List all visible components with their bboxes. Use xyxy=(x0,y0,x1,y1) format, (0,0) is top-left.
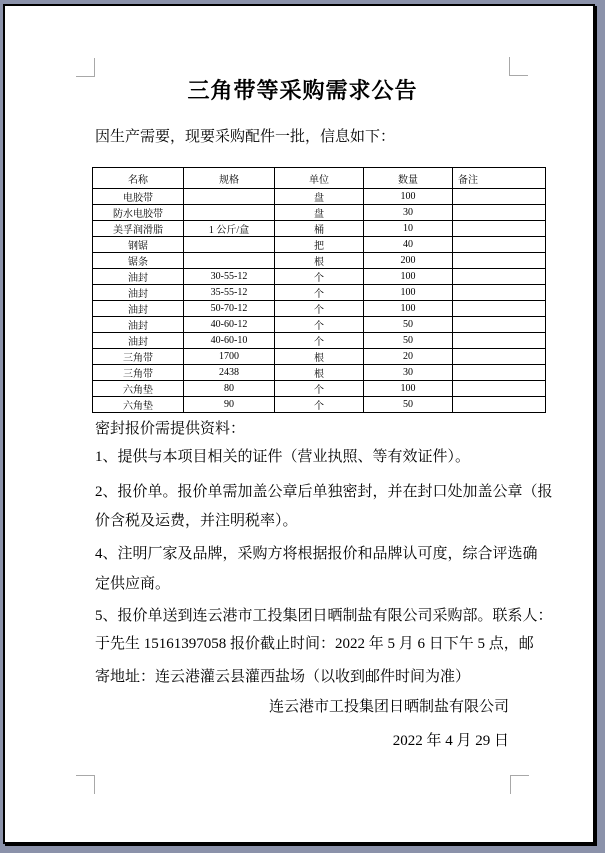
table-row xyxy=(93,253,546,269)
table-cell: 个 xyxy=(275,317,364,333)
table-row xyxy=(93,205,546,221)
note-line: 密封报价需提供资料： xyxy=(95,421,246,437)
table-header-cell: 单位 xyxy=(275,168,364,189)
intro-paragraph: 因生产需要，现要采购配件一批，信息如下： xyxy=(95,129,396,145)
note-line: 5、报价单送到连云港市工投集团日晒制盐有限公司采购部。联系人： xyxy=(95,608,553,624)
table-row xyxy=(93,381,546,397)
table-cell: 1 公斤/盒 xyxy=(184,221,275,237)
table-cell: 盘 xyxy=(275,189,364,205)
table-cell: 个 xyxy=(275,381,364,397)
table-row xyxy=(93,221,546,237)
table-cell xyxy=(453,189,546,205)
table-cell: 根 xyxy=(275,253,364,269)
table-cell: 美孚润滑脂 xyxy=(93,221,184,237)
table-cell xyxy=(453,285,546,301)
table-cell: 三角带 xyxy=(93,349,184,365)
note-line: 寄地址：连云港灌云县灌西盐场（以收到邮件时间为准） xyxy=(95,669,471,685)
table-cell xyxy=(184,253,275,269)
table-cell: 30 xyxy=(364,205,453,221)
note-line: 1、提供与本项目相关的证件（营业执照、等有效证件）。 xyxy=(95,449,471,465)
table-cell: 80 xyxy=(184,381,275,397)
table-cell: 电胶带 xyxy=(93,189,184,205)
table-cell: 防水电胶带 xyxy=(93,205,184,221)
table-cell: 钢锯 xyxy=(93,237,184,253)
table-cell: 30 xyxy=(364,365,453,381)
table-cell: 个 xyxy=(275,301,364,317)
table-cell: 100 xyxy=(364,189,453,205)
table-cell: 100 xyxy=(364,269,453,285)
table-cell: 10 xyxy=(364,221,453,237)
table-cell xyxy=(453,221,546,237)
table-row xyxy=(93,285,546,301)
table-cell: 个 xyxy=(275,333,364,349)
table-cell xyxy=(453,381,546,397)
table-cell: 油封 xyxy=(93,301,184,317)
table-row xyxy=(93,237,546,253)
table-cell xyxy=(453,349,546,365)
table-row xyxy=(93,365,546,381)
table-cell: 油封 xyxy=(93,317,184,333)
table-cell xyxy=(184,189,275,205)
table-row xyxy=(93,189,546,205)
table-header-cell: 规格 xyxy=(184,168,275,189)
table-cell: 40 xyxy=(364,237,453,253)
document-title: 三角带等采购需求公告 xyxy=(187,78,418,103)
table-cell xyxy=(453,269,546,285)
table-cell: 根 xyxy=(275,365,364,381)
margin-crop-mark-bottom-left xyxy=(76,775,95,794)
note-line: 定供应商。 xyxy=(95,576,171,592)
table-cell: 50 xyxy=(364,397,453,413)
table-header-row-inner xyxy=(93,168,546,189)
table-cell: 根 xyxy=(275,349,364,365)
table-header-cell: 数量 xyxy=(364,168,453,189)
table-cell xyxy=(453,301,546,317)
table-cell: 50-70-12 xyxy=(184,301,275,317)
table-header-cell: 备注 xyxy=(453,168,546,189)
table-cell: 锯条 xyxy=(93,253,184,269)
table-cell: 把 xyxy=(275,237,364,253)
table-cell: 桶 xyxy=(275,221,364,237)
table-cell: 个 xyxy=(275,285,364,301)
table-cell xyxy=(184,237,275,253)
table-cell: 三角带 xyxy=(93,365,184,381)
table-cell: 个 xyxy=(275,397,364,413)
table-row xyxy=(93,269,546,285)
table-cell xyxy=(453,333,546,349)
table-row xyxy=(93,333,546,349)
table-cell xyxy=(184,205,275,221)
procurement-table xyxy=(92,167,546,413)
table-cell: 30-55-12 xyxy=(184,269,275,285)
table-body xyxy=(93,189,546,413)
table-cell: 个 xyxy=(275,269,364,285)
margin-crop-mark-top-left xyxy=(76,58,95,77)
table-cell: 50 xyxy=(364,317,453,333)
table-cell: 盘 xyxy=(275,205,364,221)
table-cell: 200 xyxy=(364,253,453,269)
table-cell: 100 xyxy=(364,381,453,397)
table-cell xyxy=(453,237,546,253)
table-cell: 100 xyxy=(364,301,453,317)
note-line: 2、报价单。报价单需加盖公章后单独密封，并在封口处加盖公章（报 xyxy=(95,484,553,500)
table-header-cell: 名称 xyxy=(93,168,184,189)
table-cell: 油封 xyxy=(93,285,184,301)
table-cell: 40-60-12 xyxy=(184,317,275,333)
table-cell xyxy=(453,205,546,221)
table-cell xyxy=(453,365,546,381)
table-cell: 90 xyxy=(184,397,275,413)
table-cell: 50 xyxy=(364,333,453,349)
note-line: 4、注明厂家及品牌，采购方将根据报价和品牌认可度，综合评选确 xyxy=(95,546,538,562)
table-cell: 20 xyxy=(364,349,453,365)
table-cell: 35-55-12 xyxy=(184,285,275,301)
table-cell xyxy=(453,317,546,333)
table-cell: 100 xyxy=(364,285,453,301)
table-cell: 油封 xyxy=(93,269,184,285)
table-cell: 2438 xyxy=(184,365,275,381)
table-cell: 六角垫 xyxy=(93,381,184,397)
table-cell: 油封 xyxy=(93,333,184,349)
table-row xyxy=(93,317,546,333)
table-cell: 六角垫 xyxy=(93,397,184,413)
table-cell: 1700 xyxy=(184,349,275,365)
margin-crop-mark-top-right xyxy=(509,57,528,76)
table-row xyxy=(93,301,546,317)
note-line: 2022 年 4 月 29 日 xyxy=(392,733,509,749)
margin-crop-mark-bottom-right xyxy=(510,775,529,794)
note-line: 价含税及运费，并注明税率）。 xyxy=(95,513,298,529)
table-row xyxy=(93,397,546,413)
table-cell: 40-60-10 xyxy=(184,333,275,349)
table-header-row xyxy=(93,168,546,189)
note-line: 连云港市工投集团日晒制盐有限公司 xyxy=(268,699,509,715)
note-line: 于先生 15161397058 报价截止时间：2022 年 5 月 6 日下午 5 点，邮 xyxy=(95,636,534,652)
table-row xyxy=(93,349,546,365)
table-cell xyxy=(453,397,546,413)
table-cell xyxy=(453,253,546,269)
